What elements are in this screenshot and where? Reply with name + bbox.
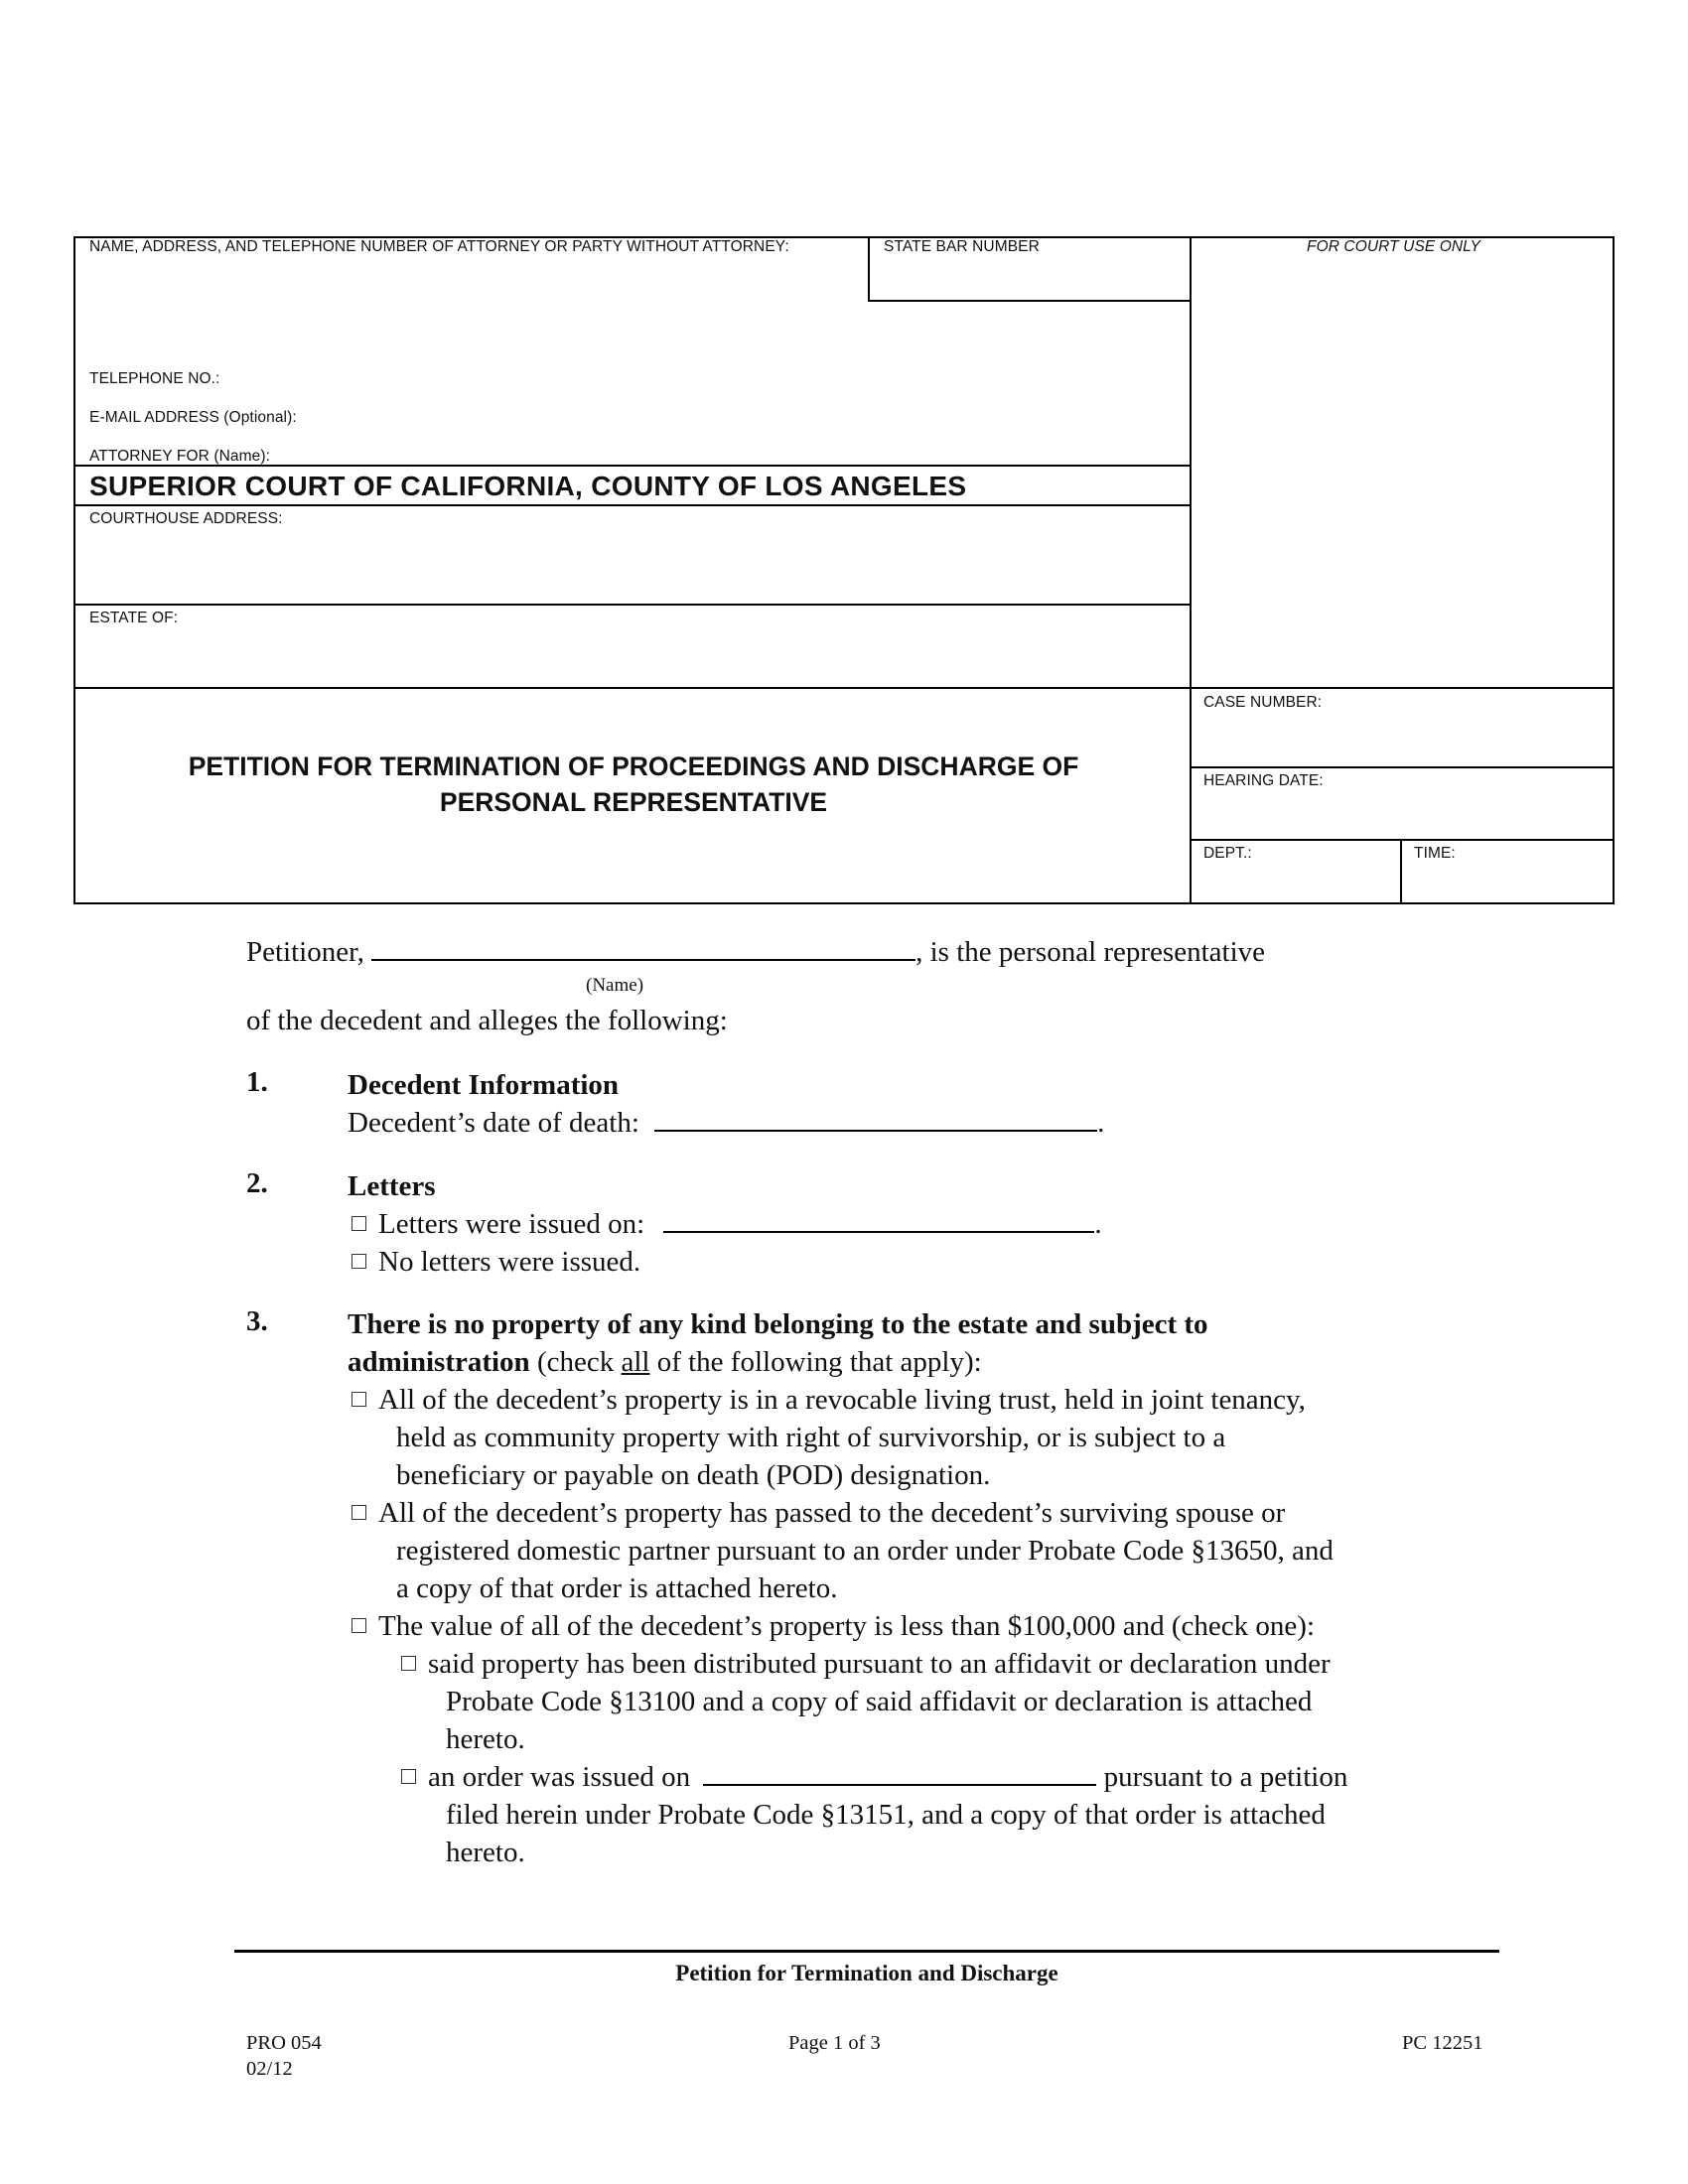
footer-title: Petition for Termination and Discharge	[675, 1961, 1058, 1985]
option-a-text1: All of the decedent’s property is in a revocable living trust, held in joint tenancy,	[378, 1384, 1306, 1416]
state-bar-number-label: STATE BAR NUMBER	[884, 238, 1040, 255]
section3-heading-all: all	[621, 1346, 650, 1378]
form-number: PRO 054	[246, 2032, 322, 2054]
telephone-label: TELEPHONE NO.:	[89, 370, 220, 387]
footer-code: PC 12251	[1402, 2032, 1483, 2054]
form-title	[75, 749, 1192, 820]
email-label: E-MAIL ADDRESS (Optional):	[89, 409, 297, 426]
option-a-line1	[352, 1381, 1306, 1419]
option-a-line2: held as community property with right of survivorship, or is subject to a	[396, 1422, 1226, 1453]
form-revision: 02/12	[246, 2058, 293, 2080]
letters-issued-label: Letters were issued on:	[378, 1208, 645, 1240]
petitioner-suffix: , is the personal representative	[915, 936, 1266, 968]
case-number-bottom-rule	[1190, 766, 1615, 768]
state-bar-box-left	[868, 238, 870, 302]
no-letters-label: No letters were issued.	[378, 1246, 641, 1278]
petitioner-prefix: Petitioner,	[246, 936, 364, 968]
section3-heading-pre: (check	[529, 1346, 622, 1378]
court-use-only-label: FOR COURT USE ONLY	[1307, 238, 1480, 255]
estate-of-label: ESTATE OF:	[89, 610, 179, 626]
option-b-line1	[352, 1494, 1285, 1532]
date-of-death-period: .	[1097, 1107, 1105, 1139]
name-caption: (Name)	[586, 975, 644, 996]
attorney-for-label: ATTORNEY FOR (Name):	[89, 448, 270, 465]
sub-a-line1	[401, 1645, 1331, 1683]
option-b-line3: a copy of that order is attached hereto.	[396, 1572, 838, 1604]
option-a-line3: beneficiary or payable on death (POD) designation.	[396, 1459, 991, 1491]
section3-heading-post: of the following that apply):	[649, 1346, 982, 1378]
petitioner-name-blank[interactable]	[371, 933, 915, 961]
section3-number: 3.	[246, 1305, 268, 1337]
sub-b-line3: hereto.	[446, 1837, 525, 1868]
address-bottom-rule	[75, 604, 1192, 606]
footer-form-number	[246, 2030, 322, 2082]
hearing-date-label: HEARING DATE:	[1203, 772, 1324, 789]
form-title-line1: PETITION FOR TERMINATION OF PROCEEDINGS AND DISCHARGE OF	[188, 751, 1079, 781]
no-letters-checkbox[interactable]	[352, 1254, 366, 1269]
estate-bottom-rule	[75, 687, 1615, 689]
time-label: TIME:	[1414, 845, 1456, 862]
option-c-checkbox[interactable]	[352, 1618, 366, 1633]
sub-a-checkbox[interactable]	[401, 1656, 416, 1671]
date-of-death-line	[348, 1104, 1104, 1142]
hearing-date-bottom-rule	[1190, 839, 1615, 841]
courthouse-address-label: COURTHOUSE ADDRESS:	[89, 510, 283, 527]
court-name: SUPERIOR COURT OF CALIFORNIA, COUNTY OF LOS ANGELES	[89, 471, 967, 501]
state-bar-box-bottom	[868, 300, 1192, 302]
dept-label: DEPT.:	[1203, 845, 1252, 862]
caption-box	[73, 236, 1615, 904]
letters-issued-checkbox[interactable]	[352, 1216, 366, 1231]
order-issued-date-blank[interactable]	[703, 1758, 1096, 1786]
date-of-death-label: Decedent’s date of death:	[348, 1107, 639, 1139]
option-c-line	[352, 1607, 1315, 1645]
section3-heading-line1: There is no property of any kind belonging to the estate and subject to	[348, 1308, 1208, 1340]
sub-b-suffix: pursuant to a petition	[1096, 1761, 1348, 1793]
petitioner-line	[246, 933, 1265, 971]
option-a-checkbox[interactable]	[352, 1392, 366, 1407]
intro-line2: of the decedent and alleges the following:	[246, 1005, 728, 1036]
letters-issued-option	[352, 1205, 1102, 1243]
section2-number: 2.	[246, 1167, 268, 1199]
sub-b-prefix: an order was issued on	[428, 1761, 691, 1793]
attorney-name-label: NAME, ADDRESS, AND TELEPHONE NUMBER OF ATTORNEY OR PARTY WITHOUT ATTORNEY:	[89, 238, 789, 255]
option-b-line2: registered domestic partner pursuant to an order under Probate Code §13650, and	[396, 1535, 1334, 1567]
option-c-text: The value of all of the decedent’s property is less than $100,000 and (check one):	[378, 1610, 1315, 1642]
sub-b-line1	[401, 1758, 1347, 1796]
sub-b-checkbox[interactable]	[401, 1769, 416, 1784]
form-title-line2: PERSONAL REPRESENTATIVE	[439, 787, 828, 817]
sub-a-text1: said property has been distributed pursuant to an affidavit or declaration under	[428, 1648, 1331, 1680]
option-b-checkbox[interactable]	[352, 1505, 366, 1520]
letters-issued-date-blank[interactable]	[663, 1205, 1094, 1233]
no-letters-option	[352, 1243, 640, 1281]
date-of-death-blank[interactable]	[654, 1104, 1097, 1132]
section3-heading-bold: administration	[348, 1346, 530, 1378]
section1-heading: Decedent Information	[348, 1069, 620, 1101]
footer-rule	[234, 1950, 1499, 1953]
sub-a-line3: hereto.	[446, 1723, 525, 1755]
section1-number: 1.	[246, 1066, 268, 1098]
section3-heading-line2	[348, 1343, 982, 1381]
dept-time-divider	[1400, 839, 1402, 904]
letters-issued-period: .	[1094, 1208, 1102, 1240]
sub-a-line2: Probate Code §13100 and a copy of said affidavit or declaration is attached	[446, 1686, 1313, 1717]
footer-page-number: Page 1 of 3	[788, 2032, 881, 2054]
section2-heading: Letters	[348, 1170, 436, 1202]
case-number-label: CASE NUMBER:	[1203, 694, 1323, 711]
option-b-text1: All of the decedent’s property has passed to the decedent’s surviving spouse or	[378, 1497, 1286, 1529]
court-name-bottom-rule	[75, 504, 1192, 506]
sub-b-line2: filed herein under Probate Code §13151, and a copy of that order is attached	[446, 1799, 1326, 1831]
